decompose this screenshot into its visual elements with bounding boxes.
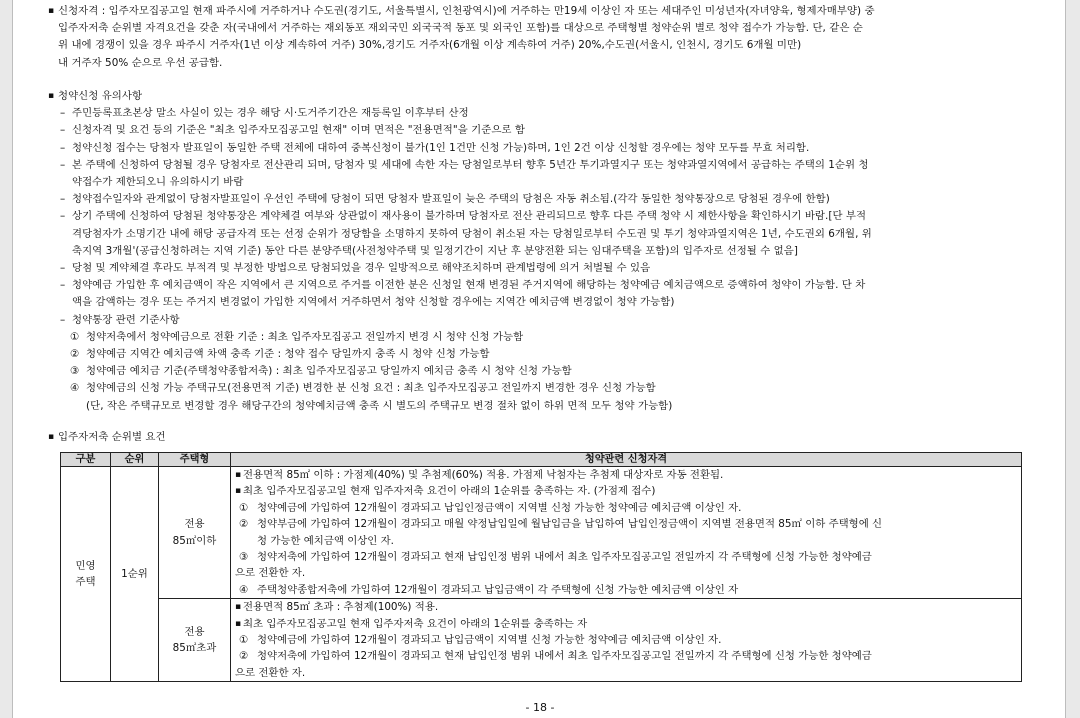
category-line: 주택 — [75, 576, 96, 589]
table-row — [61, 599, 1022, 682]
rank-cell: 1순위 — [111, 467, 159, 682]
note-line: – 청약예금 가입한 후 예치금액이 작은 지역에서 큰 지역으로 주거를 이전한 분은 신청일 현재 변경된 주거지역에 해당하는 청약예금 예치금액으로 증액하여 청약이 가능함. 단 차 — [72, 279, 866, 292]
eligibility-line: 위 내에 경쟁이 있을 경우 파주시 거주자(1년 이상 계속하여 거주) 30%,경기도 거주자(6개월 이상 계속하여 거주) 20%,수도권(서울시, 인천시, 경기도 6개월 미만) — [58, 39, 802, 52]
eligibility-item — [235, 500, 1017, 516]
item-text: 청약저축에서 청약예금으로 전환 기준 : 최초 입주자모집공고 전일까지 변경 시 청약 신청 가능함 — [86, 330, 524, 343]
housing-type-line: 85㎡초과 — [172, 642, 217, 655]
note-item — [48, 140, 1030, 157]
eligibility-cell — [231, 599, 1022, 682]
note-item — [48, 157, 1030, 191]
category-line: 민영 — [75, 559, 96, 572]
standard-item — [48, 363, 1030, 380]
note-item — [48, 122, 1030, 139]
note-line: 격당첨자가 소명기간 내에 해당 공급자격 또는 선정 순위가 정당함을 소명하지 못하여 당첨이 취소된 자는 당첨일로부터 수도권 및 투기 청약과열지역은 1년, 수도권외 6개월, 위 — [72, 227, 872, 240]
eligibility-bullet: ▪ 최초 입주자모집공고일 현재 입주자저축 요건이 아래의 1순위를 충족하는 자 — [235, 616, 1017, 632]
note-item — [48, 260, 1030, 277]
item-text: 청약저축에 가입하여 12개월이 경과되고 현재 납입인정 범위 내에서 최초 입주자모집공고일 전일까지 각 주택형에 신청 가능한 청약예금 — [257, 650, 872, 663]
item-text: 청약예금 지역간 예치금액 차액 충족 기준 : 청약 접수 당일까지 충족 시 청약 신청 가능함 — [86, 348, 490, 361]
item-number: ③ — [239, 551, 249, 564]
item-number: ① — [239, 634, 249, 647]
note-item — [48, 105, 1030, 122]
note-line: 액을 감액하는 경우 또는 주거지 변경없이 가입한 지역에서 거주하면서 청약 신청할 경우에는 지역간 예치금액 변경없이 청약 가능함) — [72, 296, 675, 309]
housing-type-cell — [159, 467, 231, 599]
eligibility-item — [235, 549, 1017, 565]
eligibility-line: ▪ 신청자격 : 입주자모집공고일 현재 파주시에 거주하거나 수도권(경기도, 서울특별시, 인천광역시)에 거주하는 만19세 이상인 자 또는 세대주인 미성년자(자녀양육, 형제자매부양) 중 — [48, 3, 1030, 20]
requirements-table — [60, 452, 1022, 682]
table-header-row — [61, 453, 1022, 467]
header-rank: 순위 — [111, 453, 159, 467]
requirements-section — [48, 429, 1030, 446]
item-number: ③ — [70, 365, 80, 378]
requirements-title: ▪ 입주자저축 순위별 요건 — [48, 429, 1030, 446]
eligibility-item — [235, 632, 1017, 648]
notes-section — [48, 88, 1030, 415]
eligibility-cell — [231, 467, 1022, 599]
note-line: 축지역 3개월'(공급신청하려는 지역 기준) 동안 다른 분양주택(사전청약주택 및 일정기간이 지난 후 분양전환 되는 임대주택을 포함)의 입주자로 선정될 수 없음] — [72, 244, 798, 257]
standard-item — [48, 380, 1030, 397]
eligibility-section — [48, 3, 1030, 72]
item-text-cont: 청 가능한 예치금액 이상인 자. — [257, 534, 394, 547]
item-text-cont: 으로 전환한 자. — [235, 666, 306, 679]
note-line: 당첨 및 계약체결 후라도 부적격 및 부정한 방법으로 당첨되었을 경우 일방적으로 해약조치하며 관계법령에 의거 처벌될 수 있음 — [72, 262, 651, 275]
item-text-cont: 으로 전환한 자. — [235, 567, 306, 580]
item-number: ① — [239, 501, 249, 514]
eligibility-line: 입주자저축 순위별 자격요건을 갖춘 자(국내에서 거주하는 재외동포 재외국민 외국국적 동포 및 외국인 포함)를 대상으로 주택형별 청약순위 별로 청약 접수가 가능함. 단, 같은 순 — [58, 22, 863, 35]
note-line: 주민등록표초본상 말소 사실이 있는 경우 해당 시·도거주기간은 재등록일 이후부터 산정 — [72, 107, 469, 120]
eligibility-bullet: ▪ 최초 입주자모집공고일 현재 입주자저축 요건이 아래의 1순위를 충족하는 자. (가점제 접수) — [235, 483, 1017, 499]
item-number: ① — [70, 330, 80, 343]
note-line: 청약통장 관련 기준사항 — [72, 313, 180, 326]
item-text: 청약저축에 가입하여 12개월이 경과되고 현재 납입인정 범위 내에서 최초 입주자모집공고일 전일까지 각 주택형에 신청 가능한 청약예금 — [257, 551, 872, 564]
note-line: – 상기 주택에 신청하여 당첨된 청약통장은 계약체결 여부와 상관없이 재사용이 불가하며 당첨자로 전산 관리되므로 향후 다른 주택 청약 시 제한사항을 확인하시기 바람.[단 부적 — [72, 210, 867, 223]
housing-type-cell — [159, 599, 231, 682]
note-item — [48, 191, 1030, 208]
note-line: 청약접수일자와 관계없이 당첨자발표일이 우선인 주택에 당첨이 되면 당첨자 발표일이 늦은 주택의 당첨은 자동 취소됨.(각각 동일한 청약통장으로 당첨된 경우에 한함) — [72, 193, 830, 206]
note-line: 약접수가 제한되오니 유의하시기 바람 — [72, 176, 244, 189]
item-number: ④ — [239, 583, 249, 596]
note-item — [48, 208, 1030, 260]
eligibility-bullet: ▪ 전용면적 85㎡ 이하 : 가점제(40%) 및 추첨제(60%) 적용. 가점제 낙첨자는 추첨제 대상자로 자동 전환됨. — [235, 467, 1017, 483]
item-text: 주택청약종합저축에 가입하여 12개월이 경과되고 납입금액이 각 주택형에 신청 가능한 예치금액 이상인 자 — [257, 583, 739, 596]
housing-type-line: 전용 — [184, 625, 205, 638]
eligibility-bullet: ▪ 전용면적 85㎡ 초과 : 추첨제(100%) 적용. — [235, 599, 1017, 615]
housing-type-line: 전용 — [184, 518, 205, 531]
note-line: 신청자격 및 요건 등의 기준은 "최초 입주자모집공고일 현재" 이며 면적은 "전용면적"을 기준으로 함 — [72, 124, 525, 137]
header-housing-type: 주택형 — [159, 453, 231, 467]
table-row — [61, 467, 1022, 599]
item-text: 청약예금에 가입하여 12개월이 경과되고 납입인정금액이 지역별 신청 가능한 청약예금 예치금액 이상인 자. — [257, 501, 742, 514]
eligibility-item — [235, 516, 1017, 532]
page-number: - 18 - — [525, 701, 555, 714]
eligibility-item — [235, 582, 1017, 598]
category-cell — [61, 467, 111, 682]
eligibility-line: 내 거주자 50% 순으로 우선 공급함. — [58, 56, 223, 69]
item-number: ② — [70, 348, 80, 361]
standard-item — [48, 329, 1030, 346]
item-number: ② — [239, 650, 249, 663]
note-line: 청약신청 접수는 당첨자 발표일이 동일한 주택 전체에 대하여 중복신청이 불가(1인 1건만 신청 가능)하며, 1인 2건 이상 신청할 경우에는 청약 모두를 무효 처리함. — [72, 141, 810, 154]
housing-type-line: 85㎡이하 — [172, 534, 217, 547]
note-item — [48, 312, 1030, 329]
note-item — [48, 277, 1030, 311]
eligibility-item — [235, 648, 1017, 664]
item-text: 청약부금에 가입하여 12개월이 경과되고 매월 약정납입일에 월납입금을 납입하여 납입인정금액이 지역별 전용면적 85㎡ 이하 주택형에 신 — [257, 518, 883, 531]
header-category: 구분 — [61, 453, 111, 467]
item-text: 청약예금의 신청 가능 주택규모(전용면적 기준) 변경한 분 신청 요건 : 최초 입주자모집공고 전일까지 변경한 경우 신청 가능함 — [86, 382, 656, 395]
note-line: – 본 주택에 신청하여 당첨될 경우 당첨자로 전산관리 되며, 당첨자 및 세대에 속한 자는 당첨일로부터 향후 5년간 투기과열지구 또는 청약과열지역에서 공급하는 주택의 1순위 청 — [72, 158, 869, 171]
item-text: 청약예금에 가입하여 12개월이 경과되고 납입금액이 지역별 신청 가능한 청약예금 예치금액 이상인 자. — [257, 634, 722, 647]
header-eligibility: 청약관련 신청자격 — [231, 453, 1022, 467]
item-text: 청약예금 예치금 기준(주택청약종합저축) : 최초 입주자모집공고 당일까지 예치금 충족 시 청약 신청 가능함 — [86, 365, 572, 378]
standard-item — [48, 346, 1030, 363]
standard-note: (단, 작은 주택규모로 변경할 경우 해당구간의 청약예치금액 충족 시 별도의 주택규모 변경 절차 없이 하위 면적 모두 청약 가능함) — [86, 399, 673, 412]
item-number: ② — [239, 518, 249, 531]
notes-title: ▪ 청약신청 유의사항 — [48, 88, 1030, 105]
item-number: ④ — [70, 382, 80, 395]
